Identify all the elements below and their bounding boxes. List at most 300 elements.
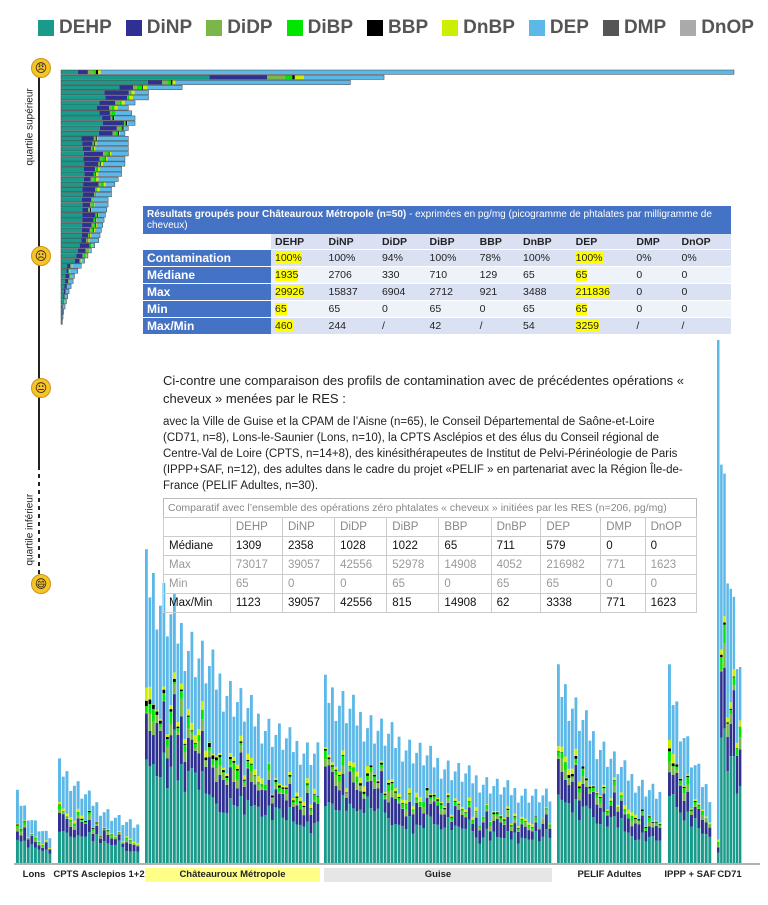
vbar-segment [285, 789, 288, 794]
vbar-segment [373, 775, 376, 777]
vbar-segment [627, 781, 630, 810]
vbar-segment [349, 804, 352, 863]
vbar-segment [461, 829, 464, 863]
vbar-segment [240, 752, 243, 796]
vbar-segment [84, 794, 87, 821]
hbar-segment [88, 238, 89, 242]
vbar-segment [617, 827, 620, 863]
comparison-text [163, 372, 693, 494]
vbar-segment [517, 844, 520, 863]
vbar-segment [335, 775, 338, 786]
table-cell: 0 [677, 284, 731, 301]
vbar-segment [73, 830, 76, 838]
vbar-segment [620, 801, 623, 818]
hbar-segment [61, 177, 84, 181]
vbar-segment [303, 815, 306, 827]
legend-label: DnBP [463, 17, 515, 38]
vbar-segment [48, 848, 51, 849]
vbar-segment [655, 822, 658, 823]
hbar-segment [61, 106, 97, 110]
vbar-segment [471, 824, 474, 831]
vbar-segment [571, 813, 574, 863]
vbar-segment [415, 798, 418, 801]
vbar-segment [634, 819, 637, 820]
vbar-segment [648, 790, 651, 815]
vbar-segment [503, 821, 506, 825]
vbar-segment [233, 763, 236, 770]
vbar-segment [585, 781, 588, 787]
vbar-segment [475, 807, 478, 811]
table2-title: Comparatif avec l’ensemble des opérations zéro phtalates « cheveux » initiées par les RES (n=206, pg/mg) [163, 498, 697, 517]
vbar-segment [27, 837, 30, 838]
hbar-segment [94, 147, 96, 151]
vbar-segment [345, 793, 348, 794]
vbar-segment [38, 842, 41, 843]
vbar-segment [16, 832, 19, 840]
table-cell: 3259 [572, 318, 633, 335]
hbar-segment [61, 274, 65, 278]
vbar-segment [363, 794, 366, 796]
vbar-segment [736, 748, 739, 755]
vbar-segment [720, 670, 723, 671]
vbar-segment [717, 853, 720, 863]
vbar-segment [672, 794, 675, 863]
vbar-segment [313, 795, 316, 800]
hbar-segment [99, 131, 113, 135]
vbar-segment [668, 748, 671, 751]
vbar-segment [282, 750, 285, 786]
vbar-segment [415, 803, 418, 825]
vbar-segment [233, 717, 236, 757]
hbar-segment [83, 203, 90, 207]
table-cell: 711 [491, 537, 541, 556]
vbar-segment [723, 643, 726, 668]
vbar-segment [568, 775, 571, 778]
vbar-segment [41, 847, 44, 848]
vbar-segment [184, 752, 187, 762]
vbar-segment [701, 815, 704, 820]
vbar-segment [292, 821, 295, 863]
vbar-segment [313, 794, 316, 795]
vbar-segment [599, 803, 602, 808]
vbar-segment [648, 817, 651, 821]
vbar-segment [513, 814, 516, 817]
vbar-segment [648, 837, 651, 863]
vbar-segment [99, 837, 102, 838]
vbar-segment [65, 814, 68, 817]
vbar-segment [440, 803, 443, 804]
vbar-segment [285, 786, 288, 788]
vbar-segment [730, 710, 733, 714]
vbar-segment [166, 758, 169, 788]
vbar-segment [503, 825, 506, 838]
vbar-segment [152, 735, 155, 764]
vbar-segment [366, 766, 369, 773]
vbar-segment [80, 819, 83, 820]
vbar-segment [240, 741, 243, 743]
vbar-segment [359, 778, 362, 783]
hbar-segment [93, 141, 94, 145]
hbar-segment [61, 269, 66, 273]
vbar-segment [324, 751, 327, 759]
vbar-segment [450, 817, 453, 818]
vbar-segment [328, 802, 331, 863]
vbar-segment [668, 772, 671, 796]
vbar-segment [655, 826, 658, 841]
vbar-segment [377, 788, 380, 808]
vbar-segment [187, 728, 190, 737]
vbar-segment [631, 816, 634, 821]
header-cell: BBP [476, 234, 519, 250]
vbar-segment [733, 690, 736, 756]
vbar-segment [506, 806, 509, 808]
vbar-segment [215, 756, 218, 758]
vbar-segment [208, 747, 211, 750]
hbar-segment [121, 101, 124, 105]
vbar-segment [736, 669, 739, 743]
vbar-segment [520, 838, 523, 863]
vbar-segment [69, 791, 72, 817]
vbar-segment [733, 677, 736, 678]
vbar-segment [613, 786, 616, 793]
table-cell: / [632, 318, 677, 335]
quartile-bottom-label: quartile inférieur [24, 493, 36, 566]
vbar-segment [641, 814, 644, 816]
hbar-segment [117, 126, 120, 130]
vbar-segment [233, 782, 236, 805]
vbar-segment [387, 734, 390, 780]
vbar-segment [261, 744, 264, 779]
vbar-segment [114, 838, 117, 839]
vbar-segment [701, 834, 704, 863]
vbar-segment [149, 713, 152, 730]
vbar-segment [489, 841, 492, 863]
hbar-segment [103, 162, 125, 166]
hbar-segment [82, 259, 85, 263]
vbar-segment [306, 742, 309, 778]
vbar-segment [173, 682, 176, 684]
vbar-segment [212, 754, 215, 755]
vbar-segment [159, 777, 162, 863]
legend-label: DMP [623, 17, 667, 38]
vbar-segment [121, 844, 124, 847]
vbar-segment [705, 819, 708, 822]
vbar-segment [366, 780, 369, 782]
vbar-segment [95, 834, 98, 863]
table-cell: 100% [426, 250, 476, 267]
vbar-segment [370, 781, 373, 808]
vbar-segment [114, 818, 117, 836]
vbar-segment [278, 788, 281, 792]
table-cell: 1623 [645, 594, 696, 613]
vbar-segment [261, 790, 264, 817]
hbar-segment [88, 238, 89, 242]
vbar-segment [285, 800, 288, 820]
vbar-segment [585, 787, 588, 806]
hbar-segment [118, 106, 129, 110]
hbar-segment [143, 85, 147, 89]
vbar-segment [645, 827, 648, 828]
vbar-segment [534, 789, 537, 817]
vbar-segment [659, 792, 662, 823]
table-cell: 0 [439, 575, 491, 594]
vbar-segment [531, 827, 534, 829]
vbar-segment [23, 820, 26, 821]
hbar-segment [65, 294, 68, 298]
hbar-segment [98, 213, 99, 217]
legend-label: BBP [388, 17, 429, 38]
vbar-segment [69, 837, 72, 863]
hbar-segment [81, 136, 93, 140]
vbar-segment [275, 785, 278, 790]
vbar-segment [524, 827, 527, 839]
hbar-segment [292, 75, 295, 79]
vbar-segment [69, 820, 72, 822]
hbar-segment [98, 136, 128, 140]
vbar-segment [212, 759, 215, 765]
vbar-segment [373, 811, 376, 863]
vbar-segment [561, 800, 564, 863]
vbar-segment [261, 778, 264, 783]
vbar-segment [331, 804, 334, 863]
vbar-segment [125, 836, 128, 837]
vbar-segment [282, 789, 285, 793]
vbar-segment [233, 761, 236, 763]
hbar-segment [83, 254, 84, 258]
vbar-segment [349, 772, 352, 804]
hbar-segment [69, 274, 70, 278]
hbar-segment [61, 116, 102, 120]
hbar-segment [92, 141, 93, 145]
vbar-segment [212, 755, 215, 759]
vbar-segment [129, 819, 132, 838]
vbar-segment [136, 843, 139, 845]
hbar-segment [120, 131, 125, 135]
vbar-segment [356, 772, 359, 777]
hbar-segment [61, 101, 99, 105]
vbar-segment [247, 761, 250, 767]
vbar-segment [510, 824, 513, 826]
vbar-segment [447, 797, 450, 800]
vbar-segment [454, 771, 457, 798]
vbar-segment [517, 803, 520, 827]
vbar-segment [652, 827, 655, 836]
vbar-segment [296, 825, 299, 863]
vbar-segment [118, 833, 121, 834]
vbar-segment [596, 824, 599, 863]
hbar-segment [131, 90, 134, 94]
hbar-segment [118, 131, 119, 135]
vbar-segment [672, 705, 675, 754]
vbar-segment [208, 743, 211, 747]
hbar-segment [61, 300, 63, 304]
vbar-segment [296, 793, 299, 797]
vbar-segment [717, 842, 720, 845]
vbar-segment [380, 719, 383, 761]
vbar-segment [517, 832, 520, 844]
vbar-segment [250, 772, 253, 782]
table-cell: 771 [601, 594, 645, 613]
vbar-segment [45, 843, 48, 850]
vbar-segment [103, 828, 106, 829]
vbar-segment [247, 708, 250, 754]
table-cell: 0 [335, 575, 387, 594]
hbar-segment [97, 106, 109, 110]
vbar-segment [589, 741, 592, 786]
vbar-segment [717, 847, 720, 852]
vbar-segment [187, 716, 190, 717]
vbar-segment [405, 800, 408, 803]
table-cell: 100% [324, 250, 377, 267]
vbar-segment [366, 782, 369, 797]
vbar-segment [194, 744, 197, 749]
vbar-segment [384, 799, 387, 812]
vbar-segment [69, 827, 72, 837]
vbar-segment [30, 836, 33, 845]
hbar-segment [83, 157, 99, 161]
vbar-segment [23, 822, 26, 825]
vbar-segment [561, 752, 564, 758]
vbar-segment [345, 811, 348, 863]
vbar-segment [624, 809, 627, 812]
header-cell: DiNP [324, 234, 377, 250]
vbar-segment [405, 750, 408, 800]
hbar-segment [96, 223, 97, 227]
vbar-segment [443, 828, 446, 863]
table-cell: 94% [378, 250, 426, 267]
hbar-segment [91, 243, 92, 247]
vbar-segment [99, 837, 102, 838]
hbar-segment [93, 70, 96, 74]
vbar-segment [254, 726, 257, 769]
vbar-segment [391, 722, 394, 779]
hbar-segment [108, 157, 125, 161]
vbar-segment [548, 801, 551, 823]
hbar-segment [110, 111, 112, 115]
vbar-segment [606, 811, 609, 812]
vbar-segment [571, 776, 574, 778]
vbar-segment [338, 782, 341, 790]
vbar-segment [485, 810, 488, 812]
happy-face-icon: 😄 [31, 574, 51, 594]
vbar-segment [415, 753, 418, 793]
vbar-segment [492, 812, 495, 814]
vbar-segment [627, 810, 630, 814]
vbar-segment [296, 803, 299, 805]
vbar-segment [145, 549, 148, 688]
table-cell: 15837 [324, 284, 377, 301]
table-cell: 42556 [335, 594, 387, 613]
hbar-segment [69, 269, 70, 273]
vbar-segment [88, 812, 91, 815]
vbar-segment [152, 705, 155, 709]
hbar-segment [101, 162, 103, 166]
vbar-segment [380, 765, 383, 768]
vbar-segment [34, 837, 37, 838]
vbar-segment [299, 801, 302, 802]
vbar-segment [659, 827, 662, 828]
hbar-segment [61, 136, 81, 140]
vbar-segment [16, 825, 19, 826]
vbar-segment [545, 789, 548, 808]
vbar-segment [475, 775, 478, 807]
vbar-segment [306, 822, 309, 863]
vbar-segment [243, 775, 246, 779]
vbar-segment [482, 817, 485, 820]
vbar-segment [163, 693, 166, 701]
vbar-segment [352, 772, 355, 782]
vbar-segment [610, 817, 613, 863]
all-operations-table [163, 498, 697, 613]
vbar-segment [118, 835, 121, 841]
hbar-segment [89, 238, 98, 242]
hbar-segment [64, 300, 66, 304]
vbar-segment [436, 799, 439, 801]
vbar-segment [705, 816, 708, 818]
vbar-segment [303, 802, 306, 806]
vbar-segment [23, 841, 26, 863]
vbar-segment [271, 797, 274, 798]
hbar-segment [88, 233, 89, 237]
vbar-segment [568, 803, 571, 863]
vbar-segment [34, 839, 37, 842]
hbar-segment [95, 213, 96, 217]
vbar-segment [524, 821, 527, 822]
vbar-segment [387, 785, 390, 792]
vbar-segment [95, 822, 98, 823]
hbar-segment [67, 284, 71, 288]
vbar-segment [359, 786, 362, 791]
vbar-segment [401, 808, 404, 809]
group-label: Guise [424, 869, 452, 880]
vbar-segment [489, 821, 492, 822]
header-cell: DMP [601, 518, 645, 537]
vbar-segment [426, 798, 429, 815]
hbar-segment [61, 264, 67, 268]
vbar-segment [92, 841, 95, 863]
vbar-segment [468, 798, 471, 802]
vbar-segment [62, 814, 65, 831]
vbar-segment [145, 688, 148, 701]
vbar-segment [387, 780, 390, 783]
hbar-segment [95, 228, 101, 232]
vbar-segment [180, 691, 183, 698]
vbar-segment [226, 776, 229, 778]
hbar-segment [100, 187, 112, 191]
hbar-segment [84, 167, 95, 171]
vbar-segment [282, 786, 285, 788]
vbar-segment [261, 787, 264, 790]
vbar-segment [156, 776, 159, 863]
vbar-segment [292, 802, 295, 804]
vbar-segment [77, 812, 80, 816]
hbar-segment [75, 259, 80, 263]
vbar-segment [726, 737, 729, 771]
vbar-segment [733, 669, 736, 676]
vbar-segment [541, 837, 544, 863]
table-cell: 0 [677, 301, 731, 318]
vbar-segment [352, 782, 355, 808]
hbar-segment [61, 187, 82, 191]
vbar-segment [485, 805, 488, 810]
vbar-segment [377, 809, 380, 863]
vbar-segment [429, 817, 432, 863]
hbar-segment [90, 203, 92, 207]
vbar-segment [233, 805, 236, 863]
table-cell: 710 [426, 267, 476, 284]
vbar-segment [524, 789, 527, 819]
vbar-segment [412, 834, 415, 863]
